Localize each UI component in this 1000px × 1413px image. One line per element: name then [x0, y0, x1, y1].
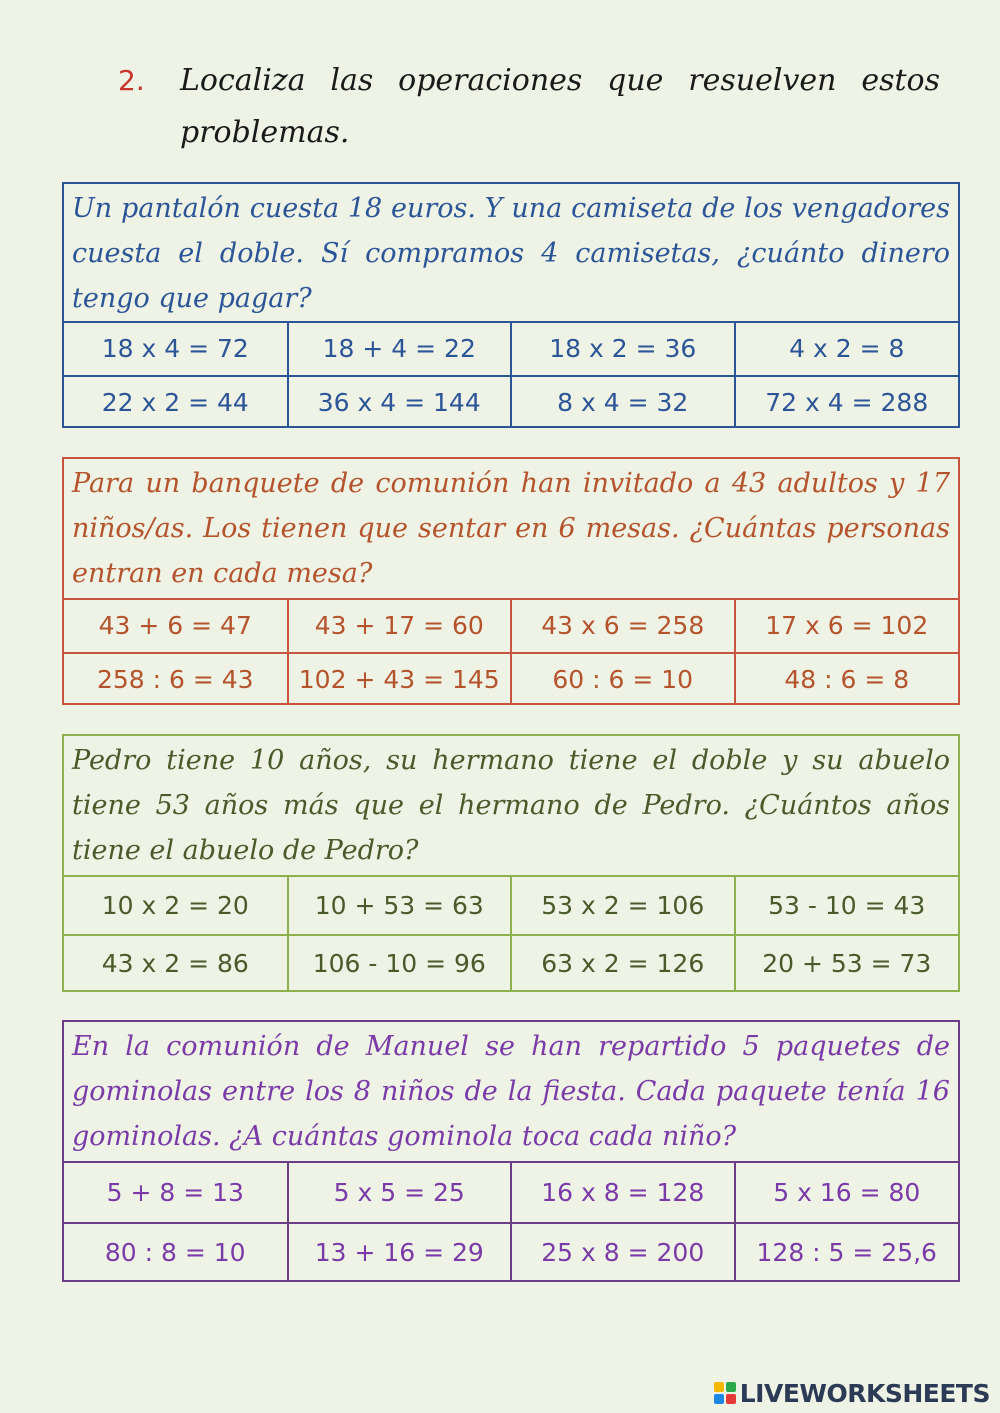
- operation-cell[interactable]: 5 x 5 = 25: [288, 1162, 512, 1223]
- operation-cell[interactable]: 18 x 4 = 72: [64, 322, 288, 376]
- operation-cell[interactable]: 10 + 53 = 63: [288, 876, 512, 935]
- operation-cell[interactable]: 18 + 4 = 22: [288, 322, 512, 376]
- operation-cell[interactable]: 53 - 10 = 43: [735, 876, 959, 935]
- operation-cell[interactable]: 25 x 8 = 200: [511, 1223, 735, 1282]
- operation-cell[interactable]: 17 x 6 = 102: [735, 599, 959, 653]
- operation-cell[interactable]: 43 + 17 = 60: [288, 599, 512, 653]
- operation-cell[interactable]: 4 x 2 = 8: [735, 322, 959, 376]
- problem-box-2: [62, 457, 960, 705]
- operation-cell[interactable]: 16 x 8 = 128: [511, 1162, 735, 1223]
- operation-cell[interactable]: 18 x 2 = 36: [511, 322, 735, 376]
- logo-wordmark: LIVEWORKSHEETS: [739, 1378, 990, 1408]
- operation-cell[interactable]: 102 + 43 = 145: [288, 653, 512, 705]
- liveworksheets-mark-icon: [714, 1382, 736, 1404]
- problem-statement: Pedro tiene 10 años, su hermano tiene el doble y su abuelo tiene 53 años más que el hermano de Pedro. ¿Cuántos años tiene el abuelo de Pedro?: [72, 745, 950, 866]
- problem-statement: En la comunión de Manuel se han repartido 5 paquetes de gominolas entre los 8 niños de la fiesta. Cada paquete tenía 16 gominolas. ¿A cuántas gominola toca cada niño?: [72, 1031, 950, 1152]
- problem-box-1: [62, 182, 960, 428]
- operation-cell[interactable]: 22 x 2 = 44: [64, 376, 288, 428]
- operation-cell[interactable]: 72 x 4 = 288: [735, 376, 959, 428]
- operations-grid: [64, 875, 958, 992]
- operation-cell[interactable]: 36 x 4 = 144: [288, 376, 512, 428]
- operations-grid: [64, 598, 958, 705]
- operation-cell[interactable]: 43 x 6 = 258: [511, 599, 735, 653]
- operation-cell[interactable]: 53 x 2 = 106: [511, 876, 735, 935]
- exercise-number: 2.: [118, 64, 145, 97]
- operation-cell[interactable]: 43 x 2 = 86: [64, 935, 288, 992]
- operation-cell[interactable]: 60 : 6 = 10: [511, 653, 735, 705]
- operation-cell[interactable]: 128 : 5 = 25,6: [735, 1223, 959, 1282]
- liveworksheets-logo: [714, 1378, 990, 1408]
- operation-cell[interactable]: 43 + 6 = 47: [64, 599, 288, 653]
- operation-cell[interactable]: 8 x 4 = 32: [511, 376, 735, 428]
- operation-cell[interactable]: 258 : 6 = 43: [64, 653, 288, 705]
- operation-cell[interactable]: 80 : 8 = 10: [64, 1223, 288, 1282]
- operation-cell[interactable]: 13 + 16 = 29: [288, 1223, 512, 1282]
- exercise-header: [118, 55, 940, 159]
- operation-cell[interactable]: 48 : 6 = 8: [735, 653, 959, 705]
- operations-grid: [64, 1161, 958, 1282]
- operation-cell[interactable]: 20 + 53 = 73: [735, 935, 959, 992]
- exercise-instruction: Localiza las operaciones que resuelven estos problemas.: [180, 63, 940, 150]
- operation-cell[interactable]: 10 x 2 = 20: [64, 876, 288, 935]
- problem-box-4: [62, 1020, 960, 1282]
- problem-statement: Un pantalón cuesta 18 euros. Y una camiseta de los vengadores cuesta el doble. Sí compramos 4 camisetas, ¿cuánto dinero tengo que pagar?: [72, 193, 950, 314]
- operation-cell[interactable]: 63 x 2 = 126: [511, 935, 735, 992]
- problem-statement: Para un banquete de comunión han invitado a 43 adultos y 17 niños/as. Los tienen que sentar en 6 mesas. ¿Cuántas personas entran en cada mesa?: [72, 468, 950, 589]
- problem-box-3: [62, 734, 960, 992]
- operation-cell[interactable]: 5 x 16 = 80: [735, 1162, 959, 1223]
- operations-grid: [64, 321, 958, 428]
- operation-cell[interactable]: 5 + 8 = 13: [64, 1162, 288, 1223]
- operation-cell[interactable]: 106 - 10 = 96: [288, 935, 512, 992]
